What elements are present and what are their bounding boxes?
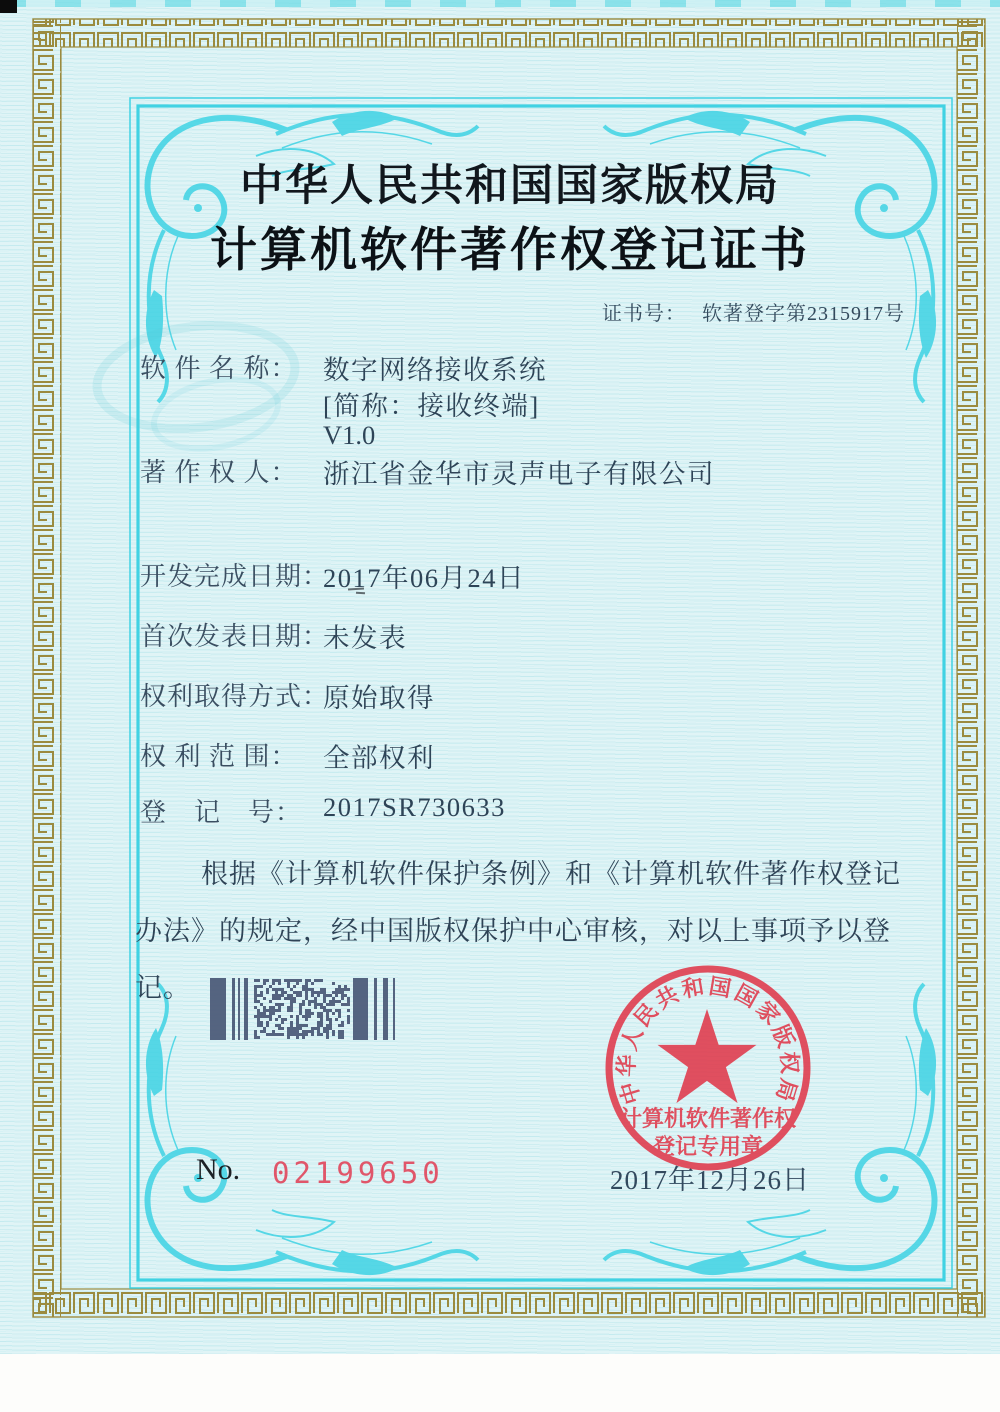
seal-line2: 登记专用章 — [652, 1134, 764, 1159]
certificate-number-label: 证书号： — [602, 303, 686, 325]
software-name-label: 软 件 名 称： — [140, 354, 298, 383]
serial-number-value: 02199650 — [272, 1156, 444, 1190]
registration-number-label: 登 记 号： — [140, 798, 303, 827]
red-star-icon — [658, 1009, 757, 1103]
first-publish-date-value: 未发表 — [323, 623, 407, 653]
seal-date: 2017年12月26日 — [610, 1165, 810, 1195]
software-short-name: [简称：接收终端] — [323, 391, 540, 421]
registration-number-value: 2017SR730633 — [323, 792, 506, 822]
dev-complete-date-label: 开发完成日期： — [140, 562, 330, 591]
certificate-number-value: 软著登字第2315917号 — [702, 303, 905, 325]
acquisition-method-value: 原始取得 — [323, 683, 435, 713]
first-publish-date-label: 首次发表日期： — [140, 622, 330, 651]
software-version: V1.0 — [323, 420, 376, 450]
issuing-authority-title: 中华人民共和国国家版权局 — [240, 163, 780, 210]
rights-scope-value: 全部权利 — [323, 743, 435, 773]
rights-scope-label: 权 利 范 围： — [140, 742, 298, 771]
software-name-value: 数字网络接收系统 — [323, 355, 547, 385]
dev-complete-date-value: 2017年06月24日 — [323, 563, 525, 593]
seal-ring-text: 中华人民共和国国家版权局 — [613, 973, 803, 1108]
acquisition-method-label: 权利取得方式： — [140, 682, 330, 711]
copyright-owner-label: 著 作 权 人： — [140, 458, 298, 487]
certificate-title: 计算机软件著作权登记证书 — [210, 225, 810, 277]
copyright-owner-value: 浙江省金华市灵声电子有限公司 — [323, 459, 715, 489]
serial-number-label: No. — [196, 1153, 241, 1186]
seal-line1: 计算机软件著作权 — [619, 1106, 797, 1131]
registration-statement: 根据《计算机软件保护条例》和《计算机软件著作权登记办法》的规定，经中国版权保护中心审核，对以上事项予以登记。 — [135, 859, 901, 1003]
